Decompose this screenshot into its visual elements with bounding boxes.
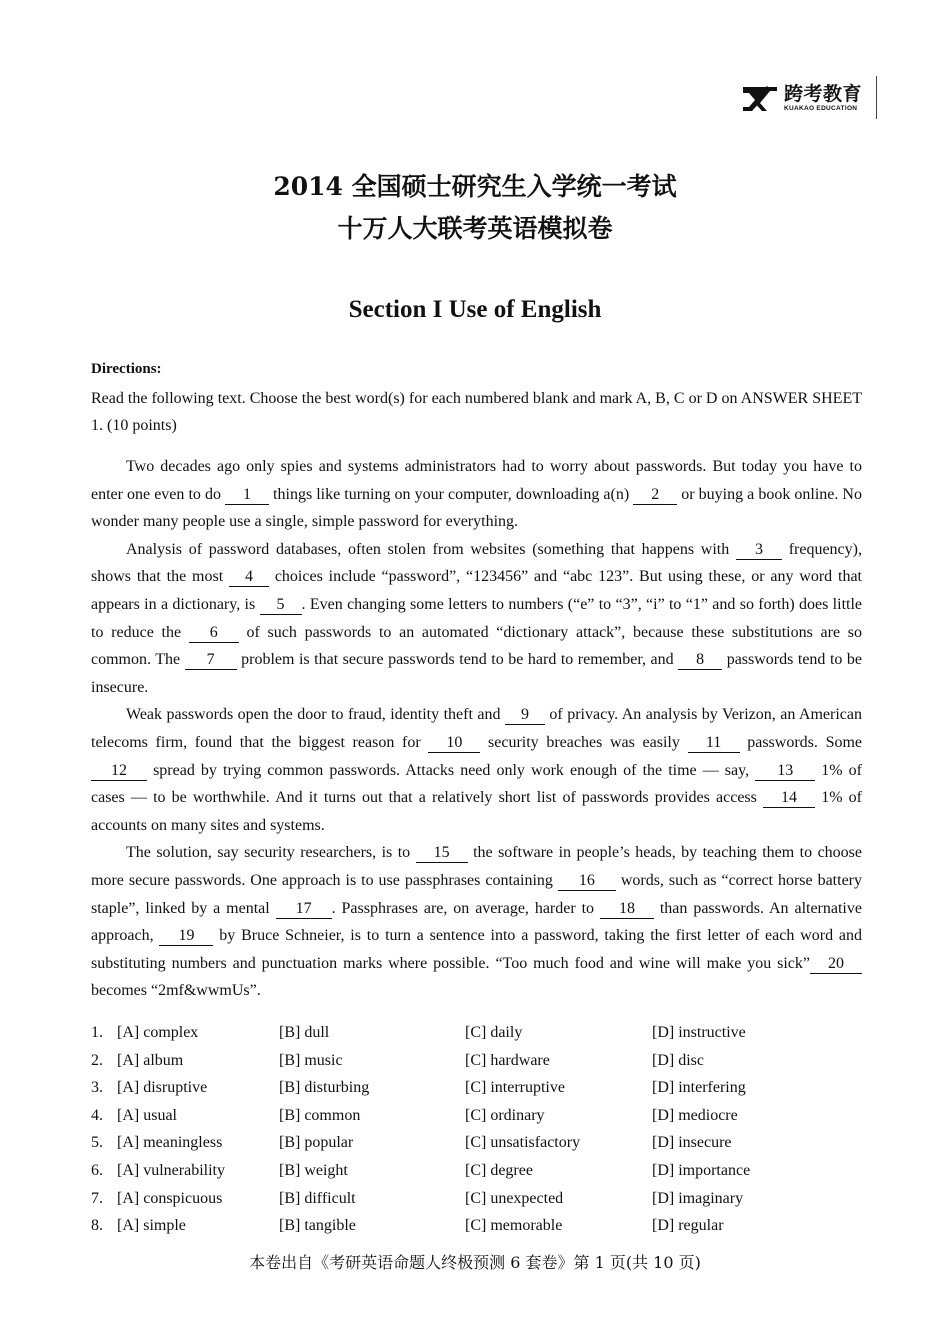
passage-text: the software in people’s heads, by teaching them to choose more secure passwords. One approach is to use passphrases containing xyxy=(91,844,863,889)
kuakao-logo-icon xyxy=(740,81,780,115)
option-c: [C] unsatisfactory xyxy=(465,1134,581,1152)
option-d: [D] disc xyxy=(652,1051,704,1069)
question-number: 8. xyxy=(91,1217,103,1235)
blank-6: 6 xyxy=(189,624,239,643)
logo-brand-cn: 跨考教育 xyxy=(784,82,863,105)
option-c: [C] degree xyxy=(465,1161,533,1179)
passage-text: of such passwords to an automated “dictionary attack”, because these substitutions are so common. The xyxy=(91,623,863,669)
blank-7: 7 xyxy=(185,651,237,670)
question-row xyxy=(91,1019,862,1047)
question-number: 7. xyxy=(91,1189,103,1207)
passage-text: becomes “2mf&wwmUs”. xyxy=(91,982,261,1000)
blank-18: 18 xyxy=(600,900,654,919)
passage-text: choices include “password”, “123456” and “abc 123”. But using these, or any word that appears in a dictionary, is xyxy=(91,568,862,613)
blank-17: 17 xyxy=(276,900,332,919)
brand-logo xyxy=(738,76,877,119)
blank-8: 8 xyxy=(678,651,722,670)
option-d: [D] imaginary xyxy=(652,1189,744,1207)
blank-11: 11 xyxy=(688,734,740,753)
blank-14: 14 xyxy=(763,789,815,808)
passage-text: The solution, say security researchers, is to xyxy=(126,844,416,862)
passage-text: by Bruce Schneier, is to turn a sentence into a password, taking the first letter of each word and substituting numbers and punctuation marks where possible. “Too much food and wine will make you sick” xyxy=(91,927,862,972)
passage-paragraph xyxy=(91,701,862,839)
question-number: 3. xyxy=(91,1079,103,1097)
option-c: [C] daily xyxy=(465,1024,523,1041)
passage-text: passwords tend to be insecure. xyxy=(91,651,863,696)
option-b: [B] disturbing xyxy=(279,1079,370,1097)
question-number: 1. xyxy=(91,1024,103,1041)
option-a: [A] disruptive xyxy=(117,1079,208,1097)
passage-paragraph xyxy=(91,453,862,536)
question-row xyxy=(91,1074,862,1102)
blank-15: 15 xyxy=(416,844,468,863)
option-b: [B] difficult xyxy=(279,1189,356,1207)
answer-options xyxy=(91,1019,862,1240)
option-d: [D] insecure xyxy=(652,1134,732,1152)
blank-10: 10 xyxy=(428,734,480,753)
directions xyxy=(91,359,862,439)
passage-text: things like turning on your computer, downloading a(n) xyxy=(269,485,634,503)
option-a: [A] album xyxy=(117,1051,184,1069)
option-c: [C] memorable xyxy=(465,1217,563,1235)
question-row xyxy=(91,1157,862,1185)
question-number: 4. xyxy=(91,1106,103,1124)
question-row xyxy=(91,1047,862,1075)
blank-4: 4 xyxy=(229,568,269,587)
option-b: [B] weight xyxy=(279,1161,348,1179)
passage-text: 1% of accounts on many sites and systems. xyxy=(91,789,862,834)
passage-paragraph xyxy=(91,536,862,702)
option-c: [C] hardware xyxy=(465,1051,550,1069)
question-number: 2. xyxy=(91,1051,103,1069)
blank-5: 5 xyxy=(260,596,302,615)
option-b: [B] popular xyxy=(279,1134,354,1152)
passage-text: . Passphrases are, on average, harder to xyxy=(331,899,600,917)
passage-paragraph xyxy=(91,839,862,1005)
passage-text: Two decades ago only spies and systems administrators had to worry about passwords. But today you have to enter one even to do xyxy=(91,458,862,503)
option-b: [B] common xyxy=(279,1106,361,1124)
question-row xyxy=(91,1129,862,1157)
directions-text: Read the following text. Choose the best word(s) for each numbered blank and mark A, B, C or D on ANSWER SHEET 1. (10 points) xyxy=(91,390,862,434)
question-number: 5. xyxy=(91,1134,103,1152)
exam-title-line2: 十万人大联考英语模拟卷 xyxy=(337,214,613,243)
passage-text: passwords. Some xyxy=(739,733,863,751)
passage-text: or buying a book online. No wonder many people use a single, simple password for everything. xyxy=(91,485,862,531)
blank-20: 20 xyxy=(810,955,862,974)
blank-2: 2 xyxy=(633,486,677,505)
page-footer: 本卷出自《考研英语命题人终极预测 6 套卷》第 1 页(共 10 页) xyxy=(249,1253,701,1272)
passage-text: Analysis of password databases, often stolen from websites (something that happens with xyxy=(126,540,736,558)
passage-text: security breaches was easily xyxy=(480,733,688,751)
option-a: [A] vulnerability xyxy=(117,1161,225,1179)
blank-19: 19 xyxy=(159,927,213,946)
directions-label: Directions: xyxy=(91,361,162,377)
option-c: [C] ordinary xyxy=(465,1106,545,1124)
option-d: [D] importance xyxy=(652,1161,751,1179)
option-a: [A] usual xyxy=(117,1106,177,1124)
passage-text: words, such as “correct horse battery staple”, linked by a mental xyxy=(91,871,862,917)
reading-passage xyxy=(91,453,862,1005)
question-row xyxy=(91,1185,862,1213)
option-c: [C] interruptive xyxy=(465,1079,565,1097)
blank-3: 3 xyxy=(736,541,782,560)
passage-text: of privacy. An analysis by Verizon, an American telecoms firm, found that the biggest reason for xyxy=(91,706,862,751)
option-d: [D] regular xyxy=(652,1217,724,1235)
option-a: [A] simple xyxy=(117,1217,186,1235)
exam-title-line1: 2014 全国硕士研究生入学统一考试 xyxy=(273,172,677,201)
blank-16: 16 xyxy=(558,872,616,891)
option-a: [A] meaningless xyxy=(117,1134,223,1152)
passage-text: frequency), shows that the most xyxy=(91,540,862,586)
blank-1: 1 xyxy=(225,486,269,505)
passage-text: than passwords. An alternative approach, xyxy=(91,899,862,945)
logo-brand-en: KUAKAO EDUCATION xyxy=(784,104,858,112)
option-d: [D] interfering xyxy=(652,1079,746,1097)
question-row xyxy=(91,1102,862,1130)
passage-text: . Even changing some letters to numbers (“e” to “3”, “i” to “1” and so forth) does little to reduce the xyxy=(91,595,863,641)
blank-9: 9 xyxy=(505,706,545,725)
option-c: [C] unexpected xyxy=(465,1189,564,1207)
passage-text: Weak passwords open the door to fraud, identity theft and xyxy=(126,706,505,724)
option-d: [D] mediocre xyxy=(652,1106,738,1124)
option-d: [D] instructive xyxy=(652,1024,746,1041)
blank-13: 13 xyxy=(755,762,815,781)
passage-text: spread by trying common passwords. Attacks need only work enough of the time — say, xyxy=(147,761,756,779)
option-a: [A] conspicuous xyxy=(117,1189,223,1207)
question-number: 6. xyxy=(91,1161,103,1179)
question-row xyxy=(91,1212,862,1240)
section-title: Section I Use of English xyxy=(348,296,602,323)
blank-12: 12 xyxy=(91,762,147,781)
option-b: [B] music xyxy=(279,1051,343,1069)
option-b: [B] tangible xyxy=(279,1217,356,1235)
passage-text: 1% of cases — to be worthwhile. And it turns out that a relatively short list of passwords provides access xyxy=(91,761,863,807)
option-a: [A] complex xyxy=(117,1024,199,1041)
passage-text: problem is that secure passwords tend to be hard to remember, and xyxy=(236,651,679,669)
option-b: [B] dull xyxy=(279,1024,330,1041)
